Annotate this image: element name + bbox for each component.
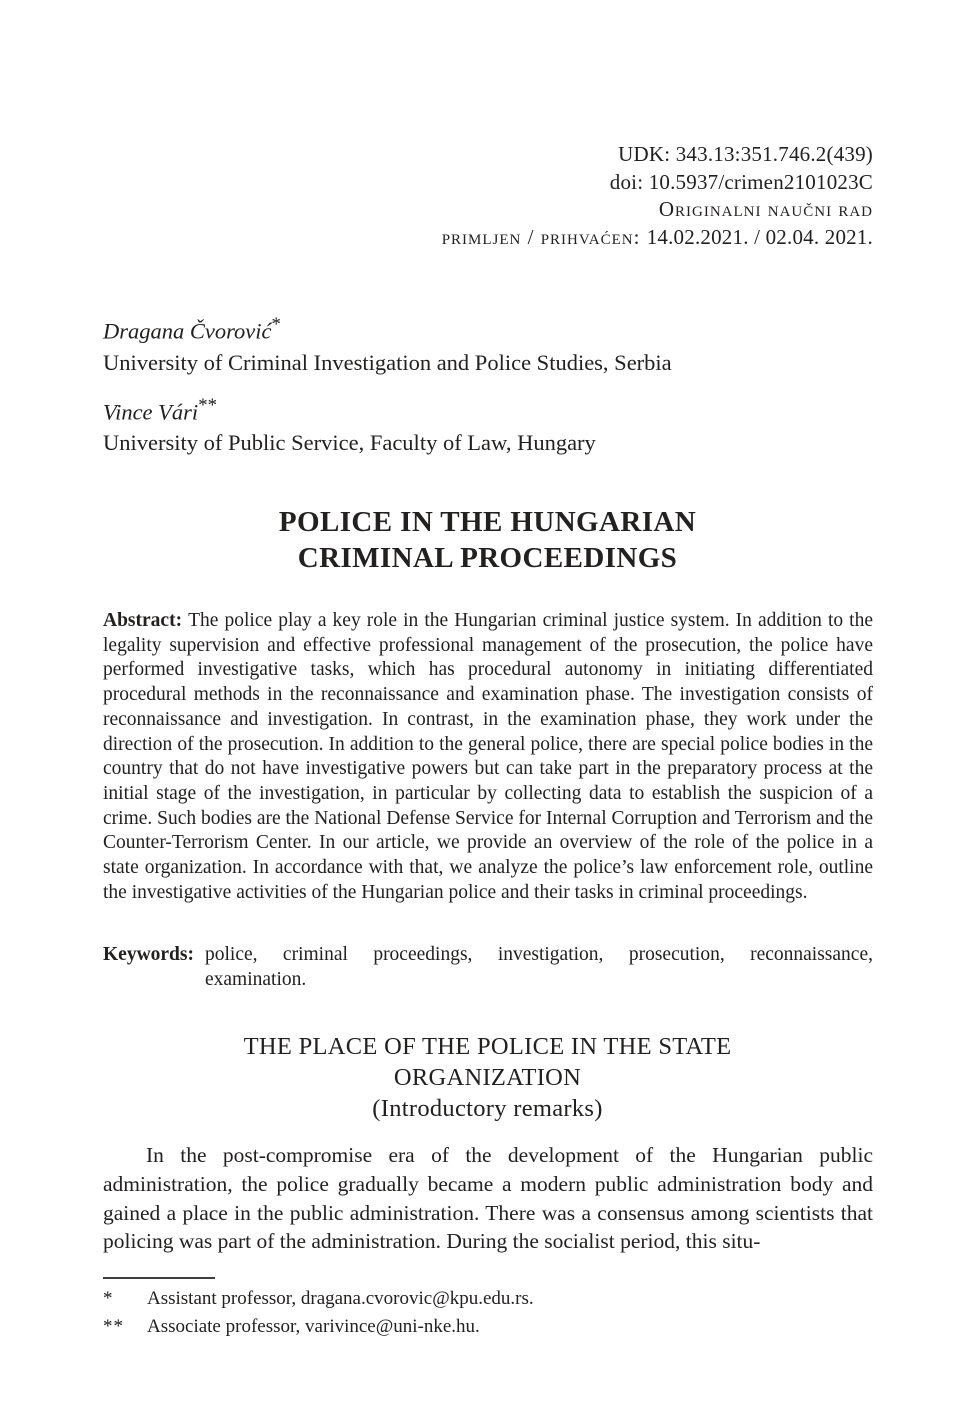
udk-number: UDK: 343.13:351.746.2(439) [618, 142, 873, 166]
abstract-text: The police play a key role in the Hungarian criminal justice system. In addition to the legality supervision and effective professional management of the prosecution, the police have performed investigative tasks, which has procedural autonomy in initiating differentiated procedural methods in the reconnaissance and examination phase. The investigation consists of reconnaissance and investigation. In contrast, in the examination phase, they work under the direction of the prosecution. In addition to the general police, there are special police bodies in the country that do not have investigative powers but can take part in the preparatory process at the initial stage of the investigation, in particular by collecting data to establish the suspicion of a crime. Such bodies are the National Defense Service for Internal Corruption and Terrorism and the Counter-Terrorism Center. In our article, we provide an overview of the role of the police in a state organization. In accordance with that, we analyze the police’s law enforcement role, outline the investigative activities of the Hungarian police and their tasks in criminal proceedings. [103, 610, 873, 903]
keywords-label: Keywords: [103, 944, 194, 965]
body-paragraph: In the post-compromise era of the development of the Hungarian public administration, the police gradually became a modern public administration body and gained a place in the public administration. There was a consensus among scientists that policing was part of the administration. During the socialist period, this situ- [103, 1143, 873, 1254]
received-accepted-label: primljen / prihvaćen: [441, 224, 647, 249]
keywords-block [103, 943, 873, 992]
keywords-text: police, criminal proceedings, investigation, prosecution, reconnaissance, examination. [205, 944, 873, 990]
received-accepted-line [442, 224, 873, 252]
abstract-paragraph [103, 609, 873, 905]
section-heading-line-1: THE PLACE OF THE POLICE IN THE STATE [243, 1033, 732, 1060]
article-title [0, 504, 975, 576]
footnote-2-marker: ** [103, 1316, 124, 1337]
footnote-1 [103, 1285, 873, 1313]
footnote-divider [103, 1277, 215, 1279]
author-1-affiliation: University of Criminal Investigation and Police Studies, Serbia [103, 349, 672, 375]
article-meta [442, 141, 873, 251]
author-1-name: Dragana Čvorović [103, 318, 272, 344]
article-title-line-2: CRIMINAL PROCEEDINGS [297, 542, 678, 574]
footnotes-block [103, 1285, 873, 1341]
article-title-line-1: POLICE IN THE HUNGARIAN [278, 506, 697, 538]
section-heading-subtitle: (Introductory remarks) [372, 1095, 603, 1122]
author-2 [103, 390, 672, 459]
footnote-1-marker: * [103, 1288, 114, 1309]
article-category: Originalni naučni rad [658, 197, 873, 221]
received-accepted-dates: 14.02.2021. / 02.04. 2021. [646, 224, 873, 249]
authors-block [103, 309, 672, 470]
author-1-name-line [103, 309, 672, 347]
section-heading [0, 1031, 975, 1124]
doi-number: doi: 10.5937/crimen2101023C [609, 169, 873, 194]
author-2-name-line [103, 390, 672, 428]
footnote-1-text: Assistant professor, dragana.cvorovic@kpu.edu.rs. [147, 1288, 534, 1309]
section-heading-line-2: ORGANIZATION [393, 1064, 582, 1091]
author-2-affiliation: University of Public Service, Faculty of Law, Hungary [103, 430, 596, 455]
author-1-footnote-marker: * [271, 314, 281, 335]
author-1 [103, 309, 672, 378]
author-2-footnote-marker: ** [198, 394, 217, 416]
author-2-name: Vince Vári [103, 399, 199, 424]
footnote-2-text: Associate professor, varivince@uni-nke.hu. [147, 1316, 480, 1337]
footnote-2 [103, 1313, 873, 1341]
abstract-label: Abstract: [103, 610, 189, 631]
